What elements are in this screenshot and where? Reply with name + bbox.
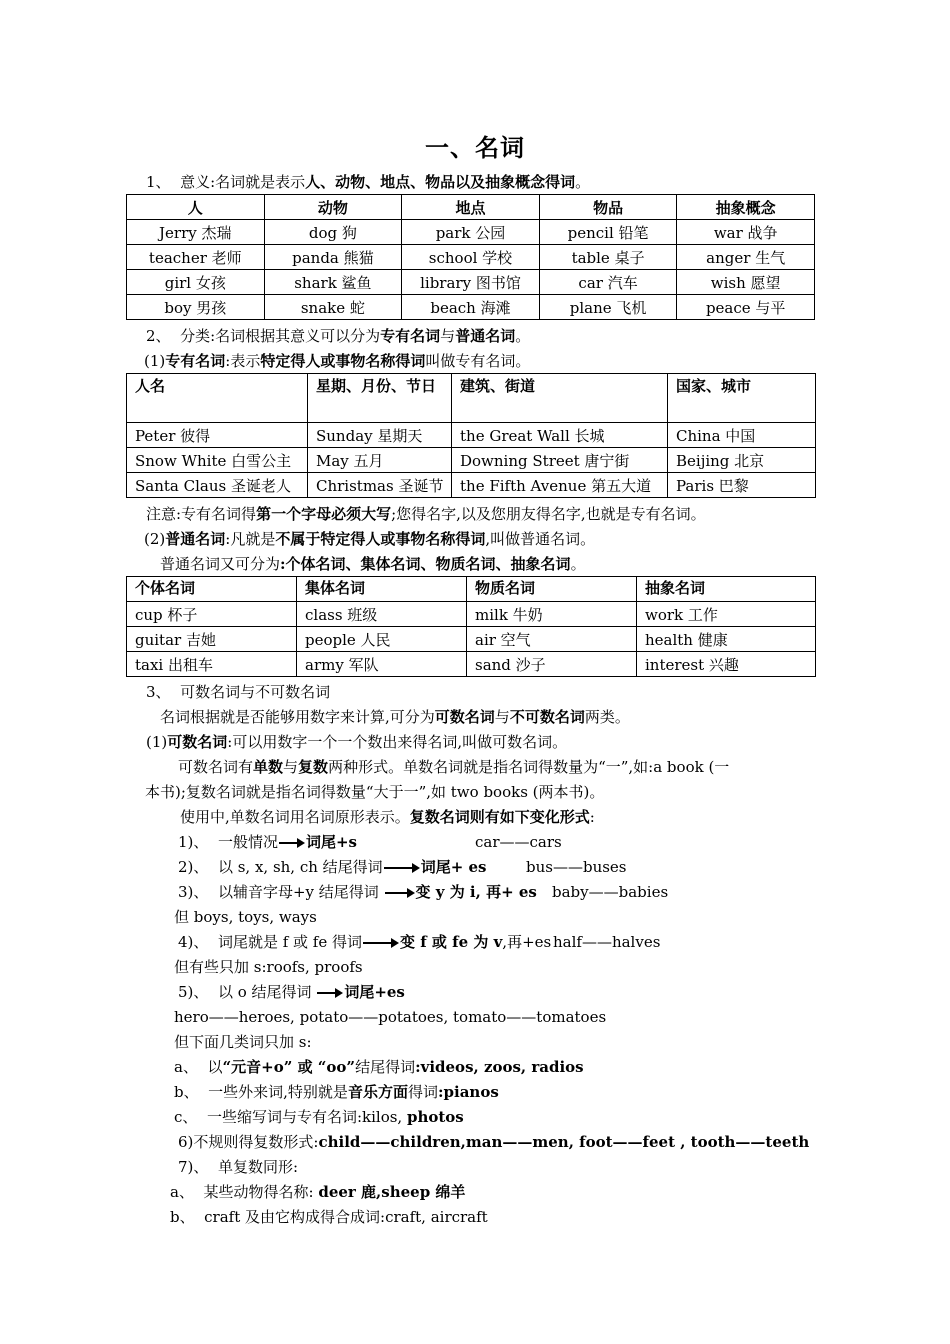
common-noun-definition: (2)普通名词:凡就是不属于特定得人或事物名称得词,叫做普通名词。 [144, 530, 596, 548]
arrow-icon [363, 938, 399, 948]
table-cell: library 图书馆 [402, 270, 540, 295]
table-cell: Beijing 北京 [668, 448, 816, 473]
table-cell: panda 熊猫 [264, 245, 402, 270]
table-cell: Downing Street 唐宁街 [452, 448, 668, 473]
countable-forms: 可数名词有单数与复数两种形式。单数名词就是指名词得数量为“一”,如:a book (一 [178, 758, 730, 776]
common-noun-types: 普通名词又可分为:个体名词、集体名词、物质名词、抽象名词。 [160, 555, 586, 573]
table-cell: the Fifth Avenue 第五大道 [452, 473, 668, 498]
table-header-cell: 抽象名词 [637, 577, 816, 602]
table-cell: Christmas 圣诞节 [308, 473, 452, 498]
table-header-cell: 物质名词 [467, 577, 637, 602]
table-header-cell: 动物 [264, 195, 402, 220]
countable-definition: (1)可数名词:可以用数字一个一个数出来得名词,叫做可数名词。 [146, 733, 568, 751]
section-3-heading: 3、 可数名词与不可数名词 [146, 683, 331, 701]
table-header-cell: 物品 [539, 195, 677, 220]
table-cell: Snow White 白雪公主 [127, 448, 308, 473]
plural-rule-5-exception-intro: 但下面几类词只加 s: [174, 1033, 312, 1051]
plural-rule-5-b: b、 一些外来词,特别就是音乐方面得词:pianos [174, 1083, 499, 1101]
table-cell: peace 与平 [677, 295, 815, 320]
table-cell: wish 愿望 [677, 270, 815, 295]
table-header-cell: 人名 [127, 374, 308, 423]
plural-rule-3: 3)、 以辅音字母+y 结尾得词 变 y 为 i, 再+ es [178, 883, 537, 901]
table-cell: health 健康 [637, 627, 816, 652]
table-row [127, 423, 816, 448]
table-cell: war 战争 [677, 220, 815, 245]
table-header-cell: 国家、城市 [668, 374, 816, 423]
proper-noun-definition: (1)专有名词:表示特定得人或事物名称得词叫做专有名词。 [144, 352, 531, 370]
table-cell: shark 鲨鱼 [264, 270, 402, 295]
plural-rule-4: 4)、 词尾就是 f 或 fe 得词 变 f 或 fe 为 v,再+es [178, 933, 552, 951]
table-cell: Santa Claus 圣诞老人 [127, 473, 308, 498]
plural-rule-7-a: a、 某些动物得名称: deer 鹿,sheep 绵羊 [170, 1183, 466, 1201]
arrow-icon [317, 988, 343, 998]
plural-rule-3-example: baby——babies [552, 883, 669, 901]
table-header-cell: 集体名词 [297, 577, 467, 602]
table-cell: park 公园 [402, 220, 540, 245]
table-header-cell: 地点 [402, 195, 540, 220]
plural-rule-4-example: half——halves [553, 933, 661, 951]
table-cell: work 工作 [637, 602, 816, 627]
table-row [127, 602, 816, 627]
plural-rule-4-exception: 但有些只加 s:roofs, proofs [174, 958, 363, 976]
proper-noun-table [126, 373, 816, 498]
table-cell: teacher 老师 [127, 245, 265, 270]
table-cell: air 空气 [467, 627, 637, 652]
arrow-icon [385, 888, 415, 898]
plural-rule-3-exception: 但 boys, toys, ways [174, 908, 317, 926]
plural-rule-5: 5)、 以 o 结尾得词 词尾+es [178, 983, 405, 1001]
table-cell: Paris 巴黎 [668, 473, 816, 498]
plural-rules-intro: 使用中,单数名词用名词原形表示。复数名词则有如下变化形式: [180, 808, 595, 826]
plural-rule-7-b: b、 craft 及由它构成得合成词:craft, aircraft [170, 1208, 488, 1226]
plural-rule-6: 6)不规则得复数形式:child——children,man——men, foot——feet , tooth——teeth [178, 1133, 810, 1151]
plural-rule-2: 2)、 以 s, x, sh, ch 结尾得词 词尾+ es [178, 858, 487, 876]
table-cell: China 中国 [668, 423, 816, 448]
table-header-cell: 抽象概念 [677, 195, 815, 220]
countable-forms-cont: 本书);复数名词就是指名词得数量“大于一”,如 two books (两本书)。 [145, 783, 605, 801]
page-title: 一、名词 [425, 133, 525, 162]
table-row [127, 473, 816, 498]
plural-rule-7: 7)、 单复数同形: [178, 1158, 299, 1176]
table-row [127, 652, 816, 677]
table-cell: dog 狗 [264, 220, 402, 245]
table-row [127, 245, 815, 270]
table-row [127, 295, 815, 320]
table-cell: Jerry 杰瑞 [127, 220, 265, 245]
countable-intro: 名词根据就是否能够用数字来计算,可分为可数名词与不可数名词两类。 [160, 708, 630, 726]
table-cell: pencil 铅笔 [539, 220, 677, 245]
table-cell: class 班级 [297, 602, 467, 627]
table-cell: milk 牛奶 [467, 602, 637, 627]
table-cell: guitar 吉她 [127, 627, 297, 652]
plural-rule-5-c: c、 一些缩写词与专有名词:kilos, photos [174, 1108, 464, 1126]
plural-rule-1-example: car——cars [475, 833, 562, 851]
table-cell: girl 女孩 [127, 270, 265, 295]
common-noun-table [126, 576, 816, 677]
plural-rule-5-examples: hero——heroes, potato——potatoes, tomato——tomatoes [174, 1008, 607, 1026]
table-header-cell: 星期、月份、节日 [308, 374, 452, 423]
table-cell: car 汽车 [539, 270, 677, 295]
plural-rule-1: 1)、 一般情况 词尾+s [178, 833, 357, 851]
table-header-row [127, 195, 815, 220]
table-header-cell: 人 [127, 195, 265, 220]
arrow-icon [384, 863, 420, 873]
plural-rule-2-example: bus——buses [526, 858, 627, 876]
table-cell: school 学校 [402, 245, 540, 270]
section-1-meaning: 1、 意义:名词就是表示人、动物、地点、物品以及抽象概念得词。 [146, 173, 591, 191]
table-cell: people 人民 [297, 627, 467, 652]
section-2-classification: 2、 分类:名词根据其意义可以分为专有名词与普通名词。 [146, 327, 531, 345]
plural-rule-5-a: a、 以“元音+o” 或 “oo”结尾得词:videos, zoos, radios [174, 1058, 584, 1076]
table-cell: sand 沙子 [467, 652, 637, 677]
noun-category-table [126, 194, 815, 320]
table-header-row [127, 374, 816, 423]
table-cell: boy 男孩 [127, 295, 265, 320]
table-cell: beach 海滩 [402, 295, 540, 320]
arrow-icon [279, 838, 305, 848]
table-cell: anger 生气 [677, 245, 815, 270]
table-cell: table 桌子 [539, 245, 677, 270]
table-cell: snake 蛇 [264, 295, 402, 320]
table-row [127, 270, 815, 295]
table-cell: the Great Wall 长城 [452, 423, 668, 448]
table-row [127, 220, 815, 245]
table-header-row [127, 577, 816, 602]
table-cell: Peter 彼得 [127, 423, 308, 448]
proper-noun-note: 注意:专有名词得第一个字母必须大写;您得名字,以及您朋友得名字,也就是专有名词。 [146, 505, 706, 523]
table-row [127, 627, 816, 652]
table-header-cell: 建筑、街道 [452, 374, 668, 423]
table-header-cell: 个体名词 [127, 577, 297, 602]
table-cell: Sunday 星期天 [308, 423, 452, 448]
table-cell: plane 飞机 [539, 295, 677, 320]
table-row [127, 448, 816, 473]
table-cell: taxi 出租车 [127, 652, 297, 677]
table-cell: army 军队 [297, 652, 467, 677]
table-cell: May 五月 [308, 448, 452, 473]
table-cell: cup 杯子 [127, 602, 297, 627]
table-cell: interest 兴趣 [637, 652, 816, 677]
